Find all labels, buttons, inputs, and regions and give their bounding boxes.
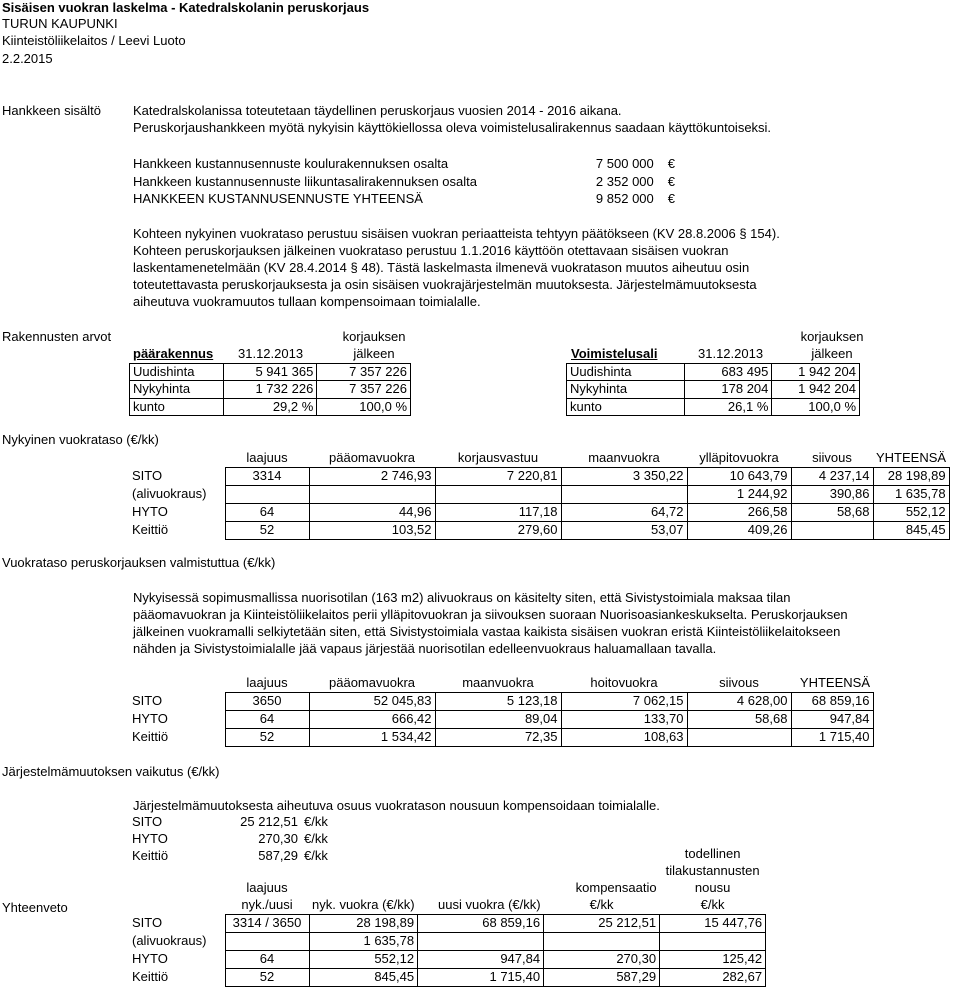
value-cell [435,486,561,504]
table-row [129,933,766,951]
table-row [129,729,873,747]
value-cell: 1 635,78 [309,933,418,951]
value-cell: 5 941 365 [223,364,317,381]
table-header-row [129,863,766,880]
column-header: nyk./uusi [241,897,293,913]
column-header: tilakustannusten [665,863,760,879]
current-rent-label: Nykyinen vuokrataso (€/kk) [2,432,159,447]
table-row [567,398,860,415]
value-cell: 52 [225,522,309,540]
column-header: siivous [719,675,759,691]
main-col2-top: korjauksen [342,329,406,344]
row-label: SITO [132,915,163,931]
new-rent-label: Vuokrataso peruskorjauksen valmistuttua (€/kk) [2,555,276,570]
column-header: laajuus [246,880,288,896]
value-cell: 552,12 [309,951,418,969]
table-row [129,969,766,987]
value-cell: 587,29 [544,969,660,987]
unit-cell: €/kk [304,831,328,847]
value-cell: 409,26 [687,522,791,540]
value-cell: 390,86 [791,486,873,504]
column-header: nyk. vuokra (€/kk) [312,897,415,913]
cost-value-school: 7 500 000 € [595,156,675,171]
column-header: pääomavuokra [329,450,415,466]
value-cell: 26,1 % [684,398,772,415]
project-line-2: Peruskorjaushankkeen myötä nykyisin käyttökiellossa oleva voimistelusalirakennus saadaan käyttökuntoiseksi. [133,120,772,135]
cost-label-school: Hankkeen kustannusennuste koulurakennuksen osalta [133,156,449,171]
value-cell: 282,67 [660,969,766,987]
value-cell: 25 212,51 [240,814,298,830]
new-rent-table [129,675,874,747]
rent-paragraph-line-4: toteutettavasta peruskorjauksesta ja osin sisäisen vuokrajärjestelmän muutoksesta. Järjestelmämuutoksesta [133,277,757,292]
value-cell: 108,63 [561,729,687,747]
value-cell: 1 244,92 [687,486,791,504]
value-cell [309,486,435,504]
value-cell: 1 715,40 [791,729,873,747]
value-cell: 4 628,00 [687,693,791,711]
column-header: maanvuokra [588,450,660,466]
table-row [130,381,411,398]
value-cell: 72,35 [435,729,561,747]
gym-col2-header: jälkeen [811,346,853,361]
column-header [418,846,544,863]
value-cell: 29,2 % [223,398,317,415]
row-label: SITO [132,468,163,484]
value-cell: 64,72 [561,504,687,522]
main-col1-header: 31.12.2013 [238,346,304,361]
main-col2-header: jälkeen [353,346,395,361]
row-label: SITO [132,814,163,830]
rent-paragraph-line-5: aiheutuva vuokramuutos tullaan kompensoimaan toimialalle. [133,294,481,309]
column-header: €/kk [700,897,725,913]
cost-label-total: HANKKEEN KUSTANNUSENNUSTE YHTEENSÄ [133,191,423,206]
value-cell: 68 859,16 [791,693,873,711]
value-cell: 552,12 [873,504,949,522]
table-row [129,468,949,486]
table-row [130,398,411,415]
current-rent-table [129,450,950,540]
main-building-table [129,363,411,416]
table-row [567,381,860,398]
rent-paragraph-line-1: Kohteen nykyinen vuokrataso perustuu sisäisen vuokran periaatteista tehtyyn päätökseen (KV 28.8.2006 § 154). [133,226,780,241]
value-cell: 266,58 [687,504,791,522]
value-cell: 270,30 [544,951,660,969]
row-label: (alivuokraus) [132,486,207,502]
new-rent-paragraph-line-2: pääomavuokran ja Kiinteistöliikelaitos perii ylläpitovuokran ja siivouksen suoraan Nuorisoasiankeskukselta. Peruskorjauksen [133,607,848,622]
table-row [567,364,860,381]
value-cell: 64 [225,711,309,729]
value-cell: 25 212,51 [544,915,660,933]
value-cell [544,933,660,951]
value-cell: 7 357 226 [317,381,411,398]
cost-label-gym: Hankkeen kustannusennuste liikuntasalirakennuksen osalta [133,174,477,189]
column-header [309,846,418,863]
value-cell: 100,0 % [772,398,860,415]
system-change-label: Järjestelmämuutoksen vaikutus (€/kk) [2,764,220,779]
table-row [129,915,766,933]
row-label: Nykyhinta [130,381,224,398]
row-label: Nykyhinta [567,381,685,398]
main-building-name: päärakennus [133,346,214,361]
gym-building-table [566,363,860,416]
cost-value-gym: 2 352 000 € [595,174,675,189]
column-header: ylläpitovuokra [699,450,779,466]
row-label: HYTO [132,504,168,520]
row-label: HYTO [132,711,168,727]
column-header [225,863,309,880]
column-header: uusi vuokra (€/kk) [438,897,541,913]
value-cell [660,933,766,951]
value-cell: 52 045,83 [309,693,435,711]
table-header-row [129,897,766,915]
new-rent-paragraph-line-3: jälkeinen vuokramalli selkiytetään siten, että Sivistystoimiala vastaa kaikista sisäisen vuokran eristä Kiinteistöliikelaitokseen [133,624,841,639]
column-header [418,880,544,897]
value-cell: 845,45 [309,969,418,987]
value-cell: 28 198,89 [309,915,418,933]
column-header [225,846,309,863]
city-name: TURUN KAUPUNKI [2,16,118,31]
value-cell: 52 [225,729,309,747]
column-header [544,863,660,880]
value-cell: 64 [225,951,309,969]
table-header-row [129,846,766,863]
value-cell: 270,30 [258,831,298,847]
value-cell: 58,68 [687,711,791,729]
value-cell: 100,0 % [317,398,411,415]
table-row [129,711,873,729]
column-header: €/kk [589,897,614,913]
gym-col1-header: 31.12.2013 [698,346,764,361]
value-cell: 10 643,79 [687,468,791,486]
column-header: laajuus [246,675,288,691]
value-cell: 58,68 [791,504,873,522]
column-header: YHTEENSÄ [876,450,947,466]
table-header-row [129,450,949,468]
project-line-1: Katedralskolanissa toteutetaan täydellinen peruskorjaus vuosien 2014 - 2016 aikana. [133,103,622,118]
table-row [130,364,411,381]
table-header-row [129,880,766,897]
column-header [309,880,418,897]
value-cell: 68 859,16 [418,915,544,933]
value-cell: 1 715,40 [418,969,544,987]
row-label: kunto [130,398,224,415]
row-label: Uudishinta [567,364,685,381]
new-rent-paragraph-line-4: nähden ja Sivistystoimialalle jää vapaus järjestää nuorisotilan edelleenvuokraus haluamallaan tavalla. [133,641,717,656]
value-cell: 1 534,42 [309,729,435,747]
building-values-label: Rakennusten arvot [2,329,112,344]
column-header: pääomavuokra [329,675,415,691]
row-label: Uudishinta [130,364,224,381]
value-cell: 845,45 [873,522,949,540]
system-change-text: Järjestelmämuutoksesta aiheutuva osuus vuokratason nousuun kompensoidaan toimialalle. [133,798,660,813]
value-cell: 7 062,15 [561,693,687,711]
column-header [309,863,418,880]
value-cell: 7 220,81 [435,468,561,486]
gym-building-name: Voimistelusali [571,346,658,361]
value-cell: 53,07 [561,522,687,540]
column-header: laajuus [246,450,288,466]
value-cell: 15 447,76 [660,915,766,933]
value-cell: 178 204 [684,381,772,398]
document-title: Sisäisen vuokran laskelma - Katedralskolanin peruskorjaus [2,0,370,15]
table-row [129,504,949,522]
column-header [129,863,225,880]
row-label: Keittiö [132,522,169,538]
row-label: Keittiö [132,729,169,745]
value-cell: 125,42 [660,951,766,969]
column-header: siivous [812,450,852,466]
value-cell [561,486,687,504]
table-row [129,951,766,969]
column-header [129,846,225,863]
value-cell [225,486,309,504]
row-label: HYTO [132,951,168,967]
value-cell: 117,18 [435,504,561,522]
project-label: Hankkeen sisältö [2,103,101,118]
value-cell: 2 746,93 [309,468,435,486]
value-cell: 3 350,22 [561,468,687,486]
value-cell [418,933,544,951]
value-cell: 279,60 [435,522,561,540]
value-cell: 1 732 226 [223,381,317,398]
table-row [129,814,347,831]
row-label: kunto [567,398,685,415]
rent-paragraph-line-3: laskentamenetelmään (KV 28.4.2014 § 48). Tästä laskelmasta ilmenevä vuokratason muutos aiheutuu osin [133,260,750,275]
header-empty [129,450,225,468]
column-header: hoitovuokra [590,675,658,691]
summary-label: Yhteenveto [2,900,68,915]
column-header: korjausvastuu [457,450,539,466]
value-cell: 133,70 [561,711,687,729]
value-cell: 4 237,14 [791,468,873,486]
value-cell: 1 635,78 [873,486,949,504]
author-line: Kiinteistöliikelaitos / Leevi Luoto [2,33,186,48]
rent-paragraph-line-2: Kohteen peruskorjauksen jälkeinen vuokrataso perustuu 1.1.2016 käyttöön otettavaan sisäisen vuokran [133,243,729,258]
new-rent-paragraph-line-1: Nykyisessä sopimusmallissa nuorisotilan (163 m2) alivuokraus on käsitelty siten, että Sivistystoimiala maksaa tilan [133,590,791,605]
value-cell: 587,29 [258,848,298,864]
unit-cell: €/kk [304,848,328,864]
value-cell: 103,52 [309,522,435,540]
column-header [129,897,225,915]
column-header [418,863,544,880]
row-label: HYTO [132,831,168,847]
value-cell [791,522,873,540]
value-cell: 1 942 204 [772,381,860,398]
row-label: Keittiö [132,969,169,985]
column-header [544,846,660,863]
row-label: SITO [132,693,163,709]
value-cell: 7 357 226 [317,364,411,381]
cost-value-total: 9 852 000 € [595,191,675,206]
column-header: maanvuokra [462,675,534,691]
table-row [129,693,873,711]
value-cell [225,933,309,951]
value-cell: 52 [225,969,309,987]
table-row [129,522,949,540]
value-cell [687,729,791,747]
value-cell: 947,84 [791,711,873,729]
column-header: YHTEENSÄ [799,675,870,691]
column-header: kompensaatio [575,880,657,896]
value-cell: 3314 [225,468,309,486]
value-cell: 5 123,18 [435,693,561,711]
document-date: 2.2.2015 [2,51,53,66]
value-cell: 28 198,89 [873,468,949,486]
table-header-row [129,675,873,693]
column-header: todellinen [684,846,741,862]
column-header [129,880,225,897]
row-label: Keittiö [132,848,169,864]
value-cell: 3650 [225,693,309,711]
value-cell: 44,96 [309,504,435,522]
value-cell: 947,84 [418,951,544,969]
value-cell: 64 [225,504,309,522]
header-empty [129,675,225,693]
column-header: nousu [694,880,731,896]
summary-table [129,846,766,987]
unit-cell: €/kk [304,814,328,830]
value-cell: 683 495 [684,364,772,381]
gym-col2-top: korjauksen [800,329,864,344]
value-cell: 666,42 [309,711,435,729]
value-cell: 1 942 204 [772,364,860,381]
row-label: (alivuokraus) [132,933,207,949]
table-row [129,486,949,504]
value-cell: 3314 / 3650 [225,915,309,933]
value-cell: 89,04 [435,711,561,729]
